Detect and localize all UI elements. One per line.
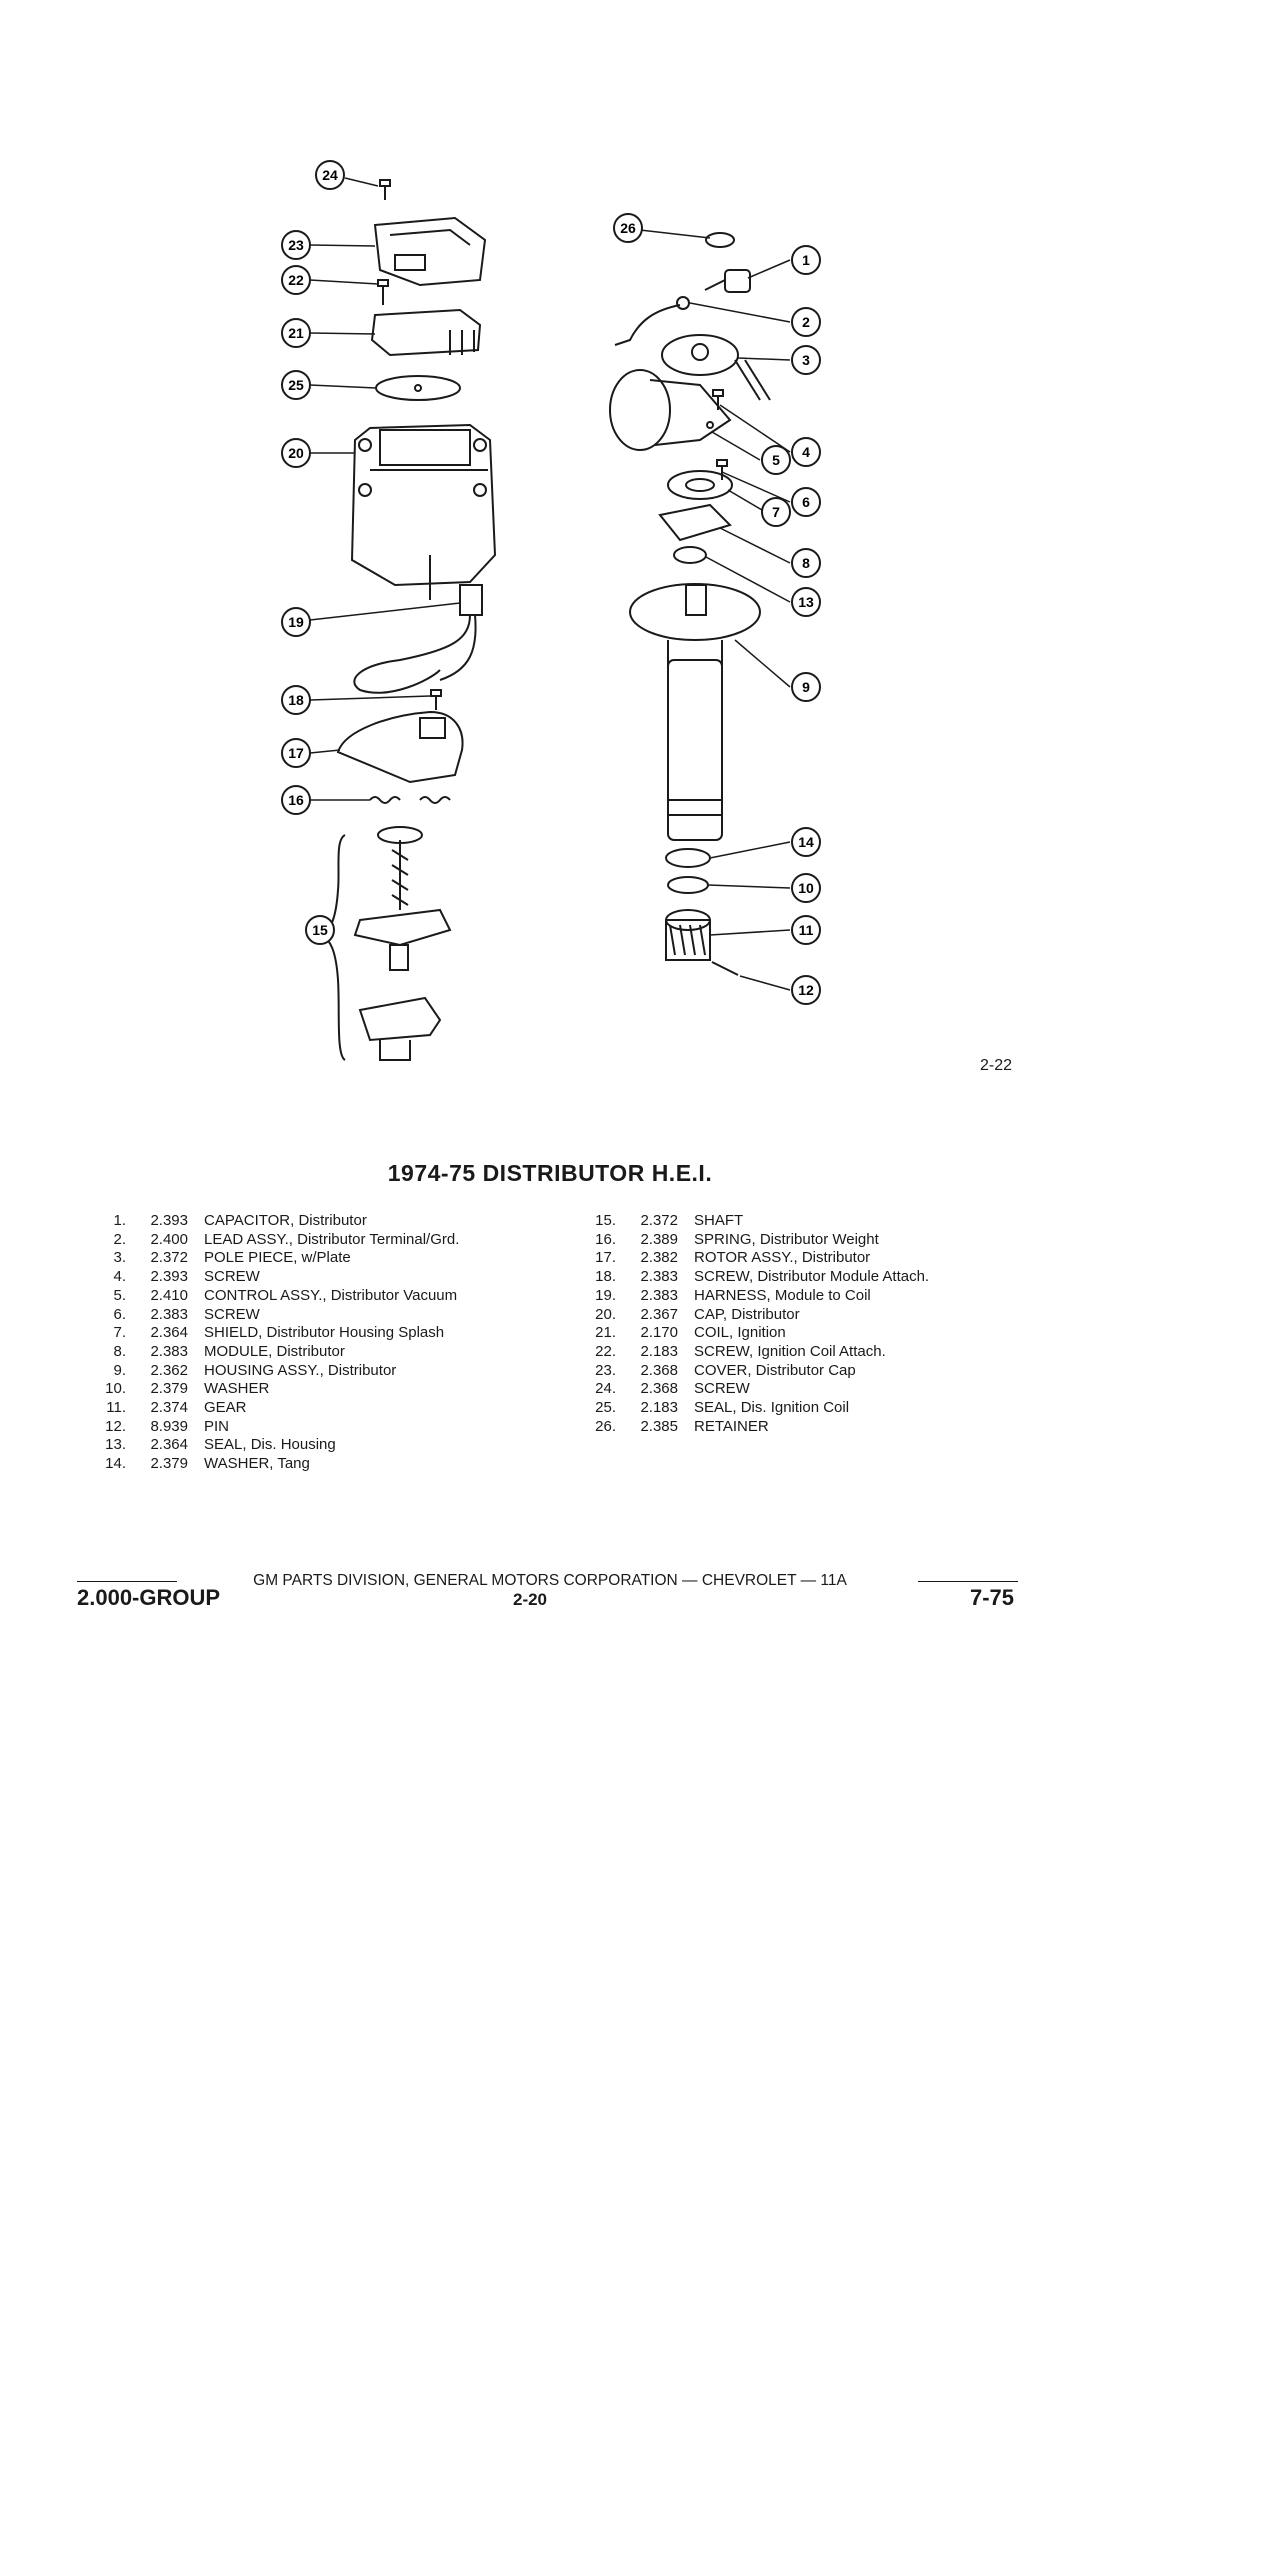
- svg-text:1: 1: [802, 252, 810, 268]
- item-number: 11.: [106, 1399, 126, 1417]
- part-description: HARNESS, Module to Coil: [694, 1286, 871, 1304]
- item-number: 9.: [113, 1361, 126, 1379]
- group-code: 2.393: [150, 1212, 188, 1229]
- footer-corporation: GM PARTS DIVISION, GENERAL MOTORS CORPORATION — CHEVROLET — 11A: [253, 1572, 847, 1589]
- part-15-shaft: [322, 827, 450, 1060]
- part-12-pin: [712, 962, 738, 975]
- callout-7: [762, 498, 790, 526]
- callout-13: [792, 588, 820, 616]
- callout-17: [282, 739, 310, 767]
- part-description: SCREW, Ignition Coil Attach.: [694, 1342, 886, 1360]
- group-code: 2.379: [150, 1455, 188, 1473]
- parts-list-row: [70, 1399, 459, 1418]
- footer-group: 2.000-GROUP: [77, 1585, 221, 1610]
- part-description: SCREW: [204, 1268, 260, 1286]
- group-code: 2.374: [150, 1399, 188, 1417]
- parts-list-row: [70, 1268, 459, 1287]
- part-description: LEAD ASSY., Distributor Terminal/Grd.: [204, 1230, 460, 1248]
- item-number: 5.: [113, 1286, 126, 1304]
- group-code: 2.372: [640, 1212, 678, 1229]
- part-14-washer: [666, 849, 710, 867]
- item-number: 4.: [113, 1268, 126, 1286]
- item-number: 23.: [595, 1361, 616, 1379]
- parts-list-row: [70, 1418, 459, 1437]
- part-description: MODULE, Distributor: [204, 1342, 345, 1360]
- part-description: SEAL, Dis. Housing: [204, 1436, 336, 1454]
- group-code: 2.383: [640, 1286, 678, 1304]
- group-code: 2.383: [150, 1305, 188, 1323]
- svg-text:18: 18: [288, 692, 304, 708]
- parts-list-left: [70, 1212, 459, 1474]
- group-code: 2.364: [150, 1324, 188, 1342]
- callout-20: [282, 439, 310, 467]
- part-22-screw: [378, 280, 388, 305]
- item-number: 18.: [595, 1268, 616, 1286]
- part-11-gear: [666, 910, 710, 960]
- parts-list-row: [560, 1324, 929, 1343]
- svg-text:4: 4: [802, 444, 810, 460]
- callout-19: [282, 608, 310, 636]
- distributor-exploded-view: [0, 0, 1271, 1100]
- parts-list-row: [70, 1249, 459, 1268]
- svg-text:7: 7: [772, 504, 780, 520]
- item-number: 2.: [113, 1230, 126, 1248]
- part-description: POLE PIECE, w/Plate: [204, 1249, 351, 1267]
- page-title: 1974-75 DISTRIBUTOR H.E.I.: [387, 1160, 713, 1186]
- part-13-seal: [674, 547, 706, 563]
- callout-23: [282, 231, 310, 259]
- svg-text:19: 19: [288, 614, 304, 630]
- svg-text:8: 8: [802, 555, 810, 571]
- callout-9: [792, 673, 820, 701]
- part-description: CAP, Distributor: [694, 1305, 800, 1323]
- item-number: 26.: [595, 1417, 616, 1435]
- item-number: 15.: [595, 1212, 616, 1229]
- svg-text:20: 20: [288, 445, 304, 461]
- part-9-housing: [630, 584, 760, 840]
- svg-text:5: 5: [772, 452, 780, 468]
- group-code: 2.364: [150, 1436, 188, 1454]
- item-number: 17.: [595, 1249, 616, 1267]
- callout-16: [282, 786, 310, 814]
- part-description: SCREW: [204, 1305, 260, 1323]
- part-20-cap: [352, 425, 495, 600]
- svg-text:9: 9: [802, 679, 810, 695]
- group-code: 2.367: [640, 1305, 678, 1323]
- callouts: [282, 161, 820, 1004]
- group-code: 2.383: [640, 1268, 678, 1286]
- callout-24: [316, 161, 344, 189]
- svg-text:24: 24: [322, 167, 338, 183]
- svg-text:2: 2: [802, 314, 810, 330]
- part-description: COVER, Distributor Cap: [694, 1361, 856, 1379]
- parts-list-row: [560, 1212, 929, 1231]
- parts-list-row: [70, 1324, 459, 1343]
- part-description: SPRING, Distributor Weight: [694, 1230, 879, 1248]
- part-21-coil: [372, 310, 480, 355]
- parts-list-row: [560, 1231, 929, 1250]
- part-description: SHIELD, Distributor Housing Splash: [204, 1324, 445, 1342]
- group-code: 8.939: [150, 1417, 188, 1435]
- part-description: WASHER, Tang: [204, 1455, 310, 1473]
- part-18-screw: [431, 690, 441, 710]
- parts-list-row: [560, 1362, 929, 1381]
- item-number: 22.: [595, 1342, 616, 1360]
- callout-1: [792, 246, 820, 274]
- parts-list-row: [70, 1380, 459, 1399]
- svg-text:15: 15: [312, 922, 328, 938]
- callout-2: [792, 308, 820, 336]
- part-description: SEAL, Dis. Ignition Coil: [694, 1399, 850, 1417]
- group-code: 2.383: [150, 1342, 188, 1360]
- parts-list-row: [560, 1380, 929, 1399]
- footer-date: 7-75: [970, 1585, 1015, 1610]
- part-25-seal: [376, 376, 460, 400]
- svg-text:14: 14: [798, 834, 814, 850]
- item-number: 20.: [595, 1305, 616, 1323]
- exploded-diagram: [0, 0, 1271, 1100]
- part-description: COIL, Ignition: [694, 1324, 786, 1342]
- callout-25: [282, 371, 310, 399]
- parts-list-row: [70, 1362, 459, 1381]
- item-number: 16.: [595, 1230, 616, 1248]
- part-description: HOUSING ASSY., Distributor: [204, 1361, 397, 1379]
- parts-list-row: [70, 1287, 459, 1306]
- parts-list-row: [560, 1249, 929, 1268]
- part-8-module: [660, 505, 730, 540]
- item-number: 6.: [113, 1305, 126, 1323]
- item-number: 12.: [105, 1417, 126, 1435]
- parts-list-row: [560, 1287, 929, 1306]
- parts-list-row: [560, 1418, 929, 1437]
- part-5-vacuum: [610, 370, 730, 450]
- parts-list-row: [560, 1306, 929, 1325]
- callout-14: [792, 828, 820, 856]
- callout-12: [792, 976, 820, 1004]
- svg-text:13: 13: [798, 594, 814, 610]
- group-code: 2.385: [640, 1417, 678, 1435]
- parts-list-row: [70, 1306, 459, 1325]
- item-number: 3.: [113, 1249, 126, 1267]
- callout-11: [792, 916, 820, 944]
- svg-text:17: 17: [288, 745, 304, 761]
- callout-22: [282, 266, 310, 294]
- part-19-harness: [354, 585, 482, 693]
- part-17-rotor: [338, 712, 463, 782]
- part-23-cover: [375, 218, 485, 285]
- group-code: 2.368: [640, 1380, 678, 1398]
- part-24-screw: [380, 180, 390, 200]
- item-number: 8.: [113, 1342, 126, 1360]
- svg-text:12: 12: [798, 982, 814, 998]
- callout-18: [282, 686, 310, 714]
- parts-list-row: [70, 1343, 459, 1362]
- group-code: 2.410: [150, 1286, 188, 1304]
- parts-list-row: [560, 1268, 929, 1287]
- group-code: 2.379: [150, 1380, 188, 1398]
- item-number: 21.: [595, 1324, 616, 1342]
- parts-list-row: [560, 1399, 929, 1418]
- callout-10: [792, 874, 820, 902]
- part-description: PIN: [204, 1417, 230, 1435]
- part-description: CAPACITOR, Distributor: [204, 1212, 367, 1229]
- part-1-capacitor: [705, 270, 750, 292]
- svg-text:10: 10: [798, 880, 814, 896]
- group-code: 2.389: [640, 1230, 678, 1248]
- part-16-springs: [370, 797, 450, 803]
- svg-text:26: 26: [620, 220, 636, 236]
- item-number: 19.: [595, 1286, 616, 1304]
- svg-text:23: 23: [288, 237, 304, 253]
- svg-text:6: 6: [802, 494, 810, 510]
- callout-26: [614, 214, 642, 242]
- parts-list-right: [560, 1212, 929, 1436]
- group-code: 2.382: [640, 1249, 678, 1267]
- callout-8: [792, 549, 820, 577]
- svg-text:11: 11: [798, 922, 814, 938]
- group-code: 2.393: [150, 1268, 188, 1286]
- svg-text:21: 21: [288, 325, 304, 341]
- callout-15: [306, 916, 334, 944]
- parts-list-row: [70, 1436, 459, 1455]
- svg-text:3: 3: [802, 352, 810, 368]
- group-code: 2.362: [150, 1361, 188, 1379]
- svg-text:22: 22: [288, 272, 304, 288]
- callout-3: [792, 346, 820, 374]
- item-number: 24.: [595, 1380, 616, 1398]
- parts-list-row: [560, 1343, 929, 1362]
- part-description: SCREW: [694, 1380, 750, 1398]
- callout-21: [282, 319, 310, 347]
- item-number: 14.: [105, 1455, 126, 1473]
- parts-list-row: [70, 1455, 459, 1474]
- svg-text:25: 25: [288, 377, 304, 393]
- part-description: CONTROL ASSY., Distributor Vacuum: [204, 1286, 458, 1304]
- item-number: 7.: [113, 1324, 126, 1342]
- parts-list-row: [70, 1231, 459, 1250]
- parts-list-row: [70, 1212, 459, 1231]
- group-code: 2.183: [640, 1342, 678, 1360]
- part-7-shield: [668, 471, 732, 499]
- callout-6: [792, 488, 820, 516]
- group-code: 2.183: [640, 1399, 678, 1417]
- part-26-retainer: [706, 233, 734, 247]
- part-10-washer: [668, 877, 708, 893]
- svg-text:16: 16: [288, 792, 304, 808]
- part-description: SCREW, Distributor Module Attach.: [694, 1268, 930, 1286]
- footer-page-number: 2-20: [512, 1590, 548, 1609]
- callout-4: [792, 438, 820, 466]
- part-description: GEAR: [204, 1399, 247, 1417]
- part-description: SHAFT: [694, 1212, 744, 1229]
- part-description: WASHER: [204, 1380, 270, 1398]
- item-number: 25.: [595, 1399, 616, 1417]
- group-code: 2.400: [150, 1230, 188, 1248]
- group-code: 2.372: [150, 1249, 188, 1267]
- figure-code: 2-22: [980, 1057, 1013, 1074]
- item-number: 13.: [105, 1436, 126, 1454]
- part-description: RETAINER: [694, 1417, 769, 1435]
- group-code: 2.170: [640, 1324, 678, 1342]
- part-description: ROTOR ASSY., Distributor: [694, 1249, 871, 1267]
- group-code: 2.368: [640, 1361, 678, 1379]
- item-number: 1.: [113, 1212, 126, 1229]
- callout-5: [762, 446, 790, 474]
- item-number: 10.: [105, 1380, 126, 1398]
